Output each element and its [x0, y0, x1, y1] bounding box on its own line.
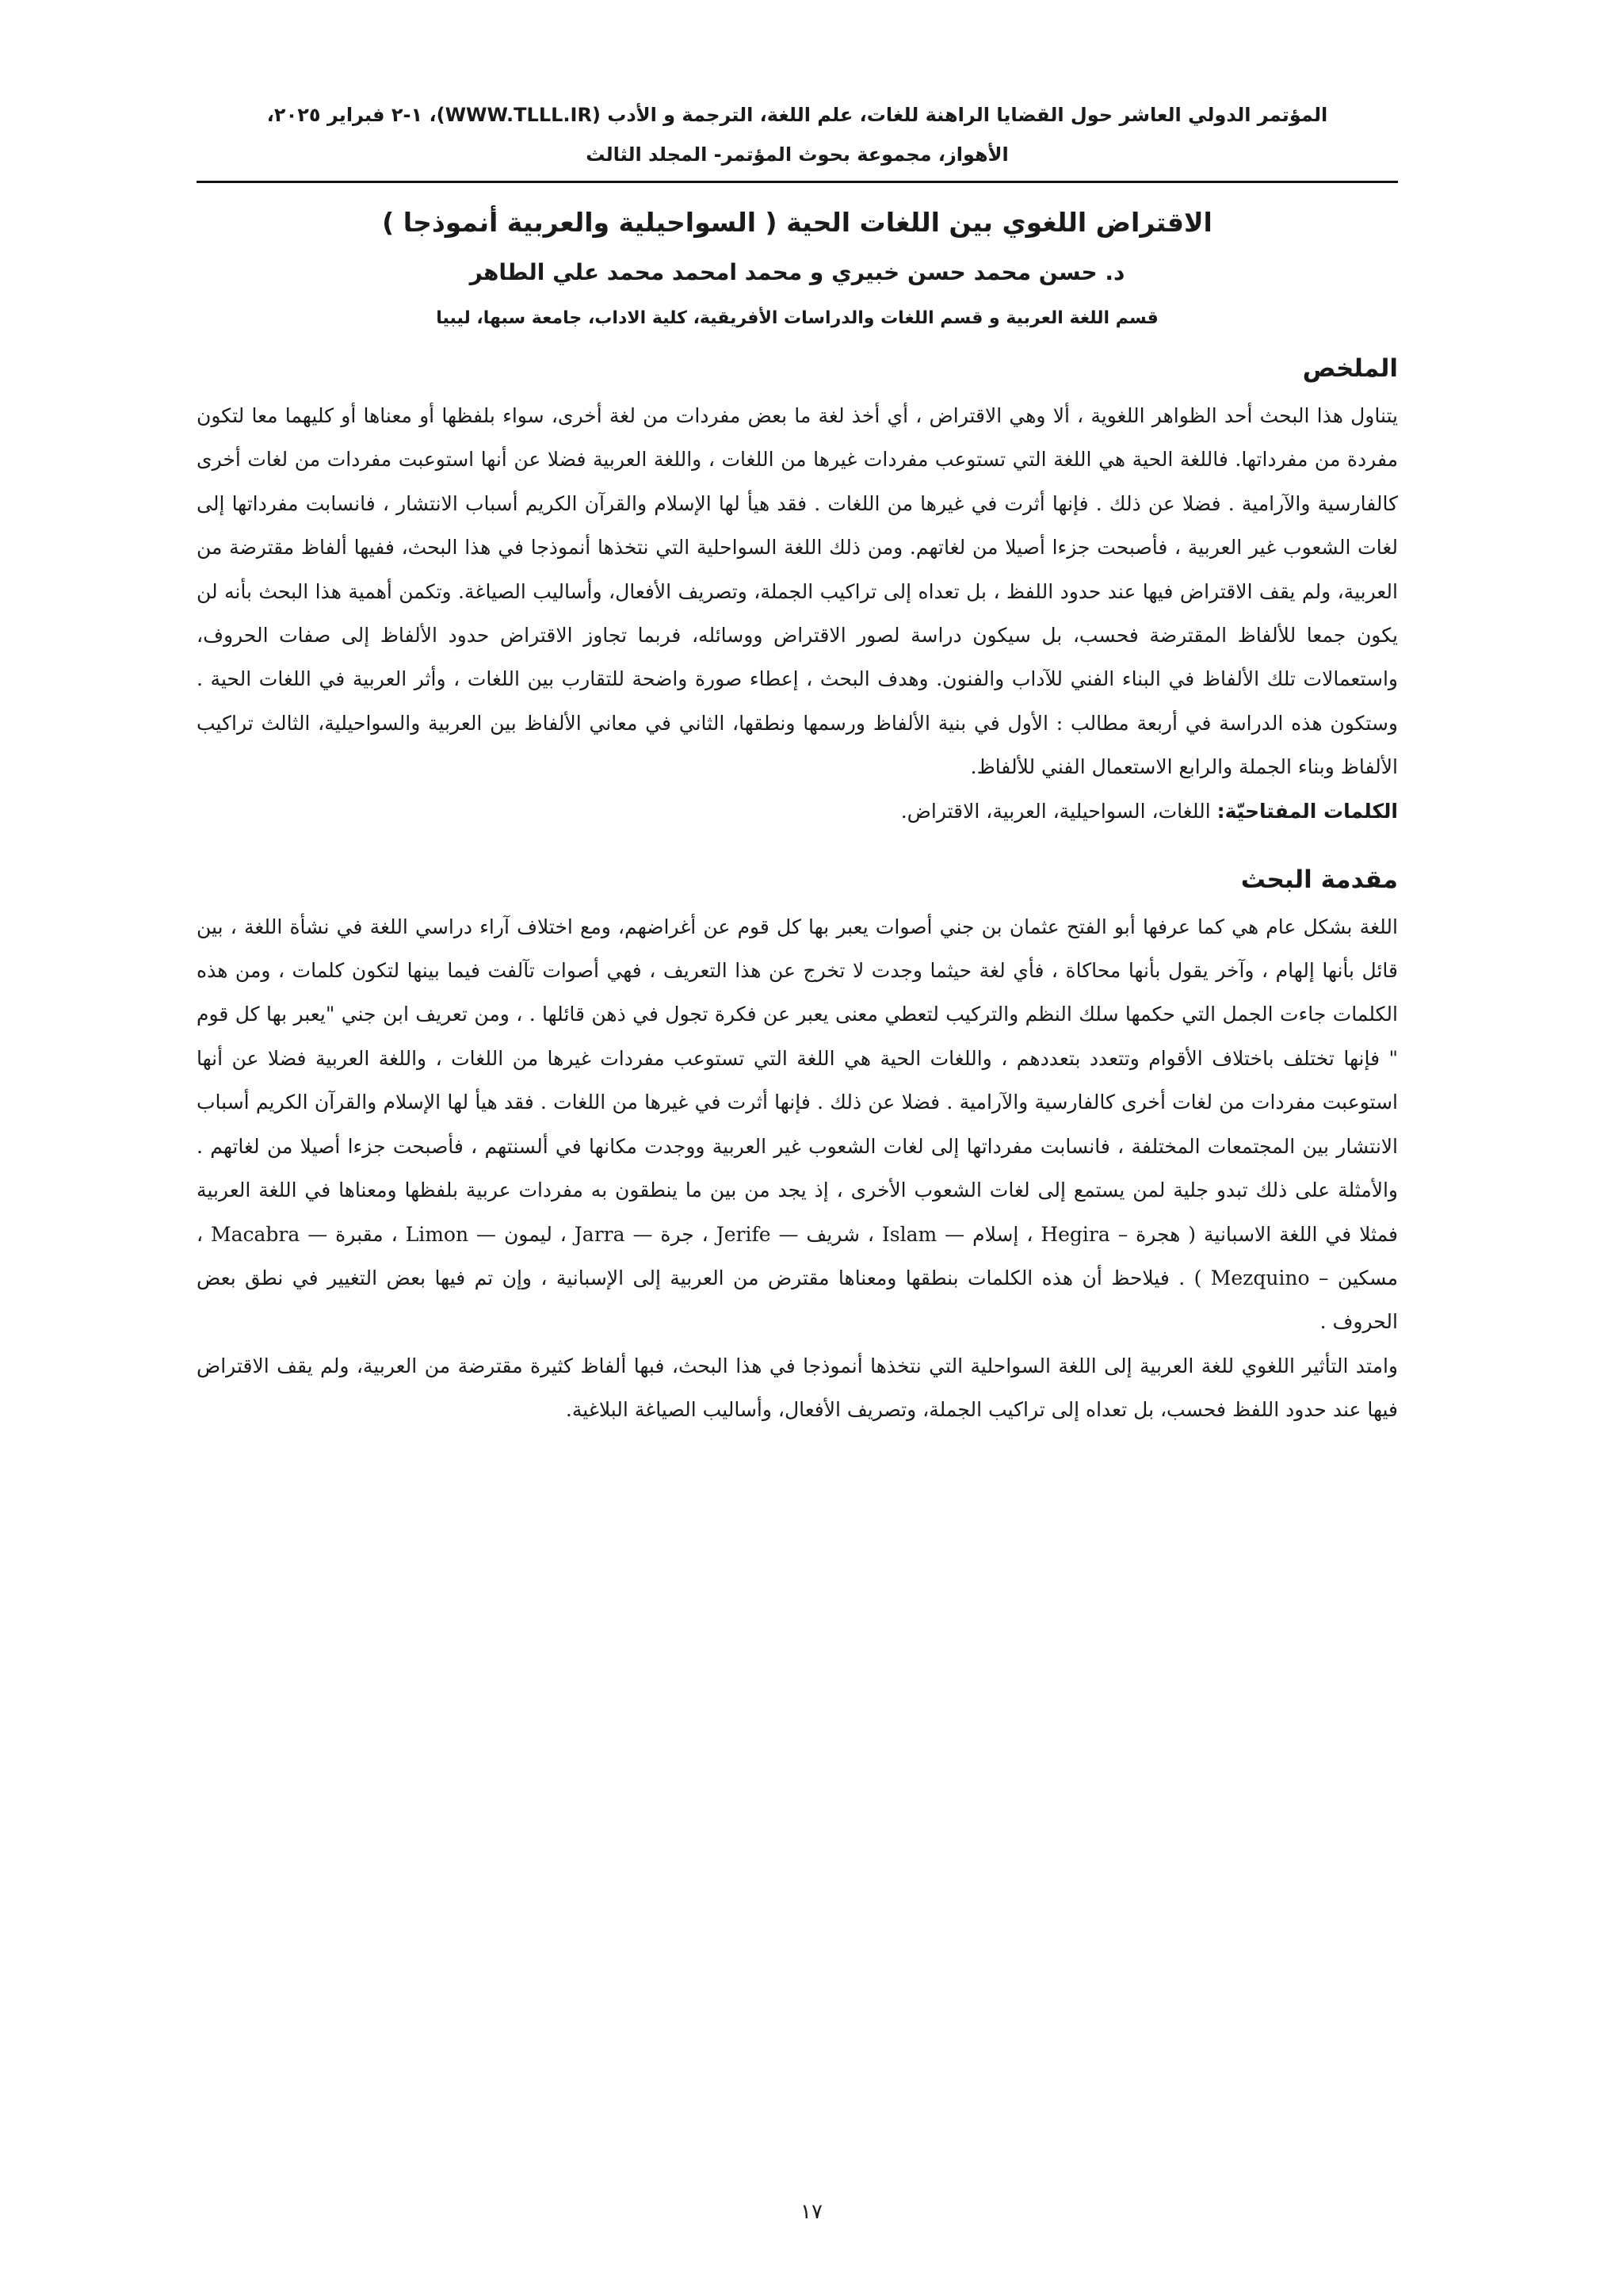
header-line-1: المؤتمر الدولي العاشر حول القضايا الراهنة للغات، علم اللغة، الترجمة و الأدب (WWW.TLLL.IR)، ١-٢ فبراير ٢٠٢٥، [266, 104, 1328, 126]
paper-affiliation: قسم اللغة العربية و قسم اللغات والدراسات الأفريقية، كلية الاداب، جامعة سبها، ليبيا [436, 308, 1159, 328]
paper-authors: د. حسن محمد حسن خبيري و محمد امحمد محمد علي الطاهر [469, 259, 1125, 285]
keywords [197, 789, 1398, 834]
introduction-paragraph-1: اللغة بشكل عام هي كما عرفها أبو الفتح عثمان بن جني أصوات يعبر بها كل قوم عن أغراضهم، ومع اختلاف آراء دراسي اللغة في نشأة اللغة ، بين قائل بأنها إلهام ، وآخر يقول بأنها محاكاة ، فأي لغة حيثما وجدت لا تخرج عن هذا التعريف ، فهي أصوات تآلفت فيما بينها لتكون كلمات ، ومن هذه الكلمات جاءت الجمل التي حكمها سلك النظم والتركيب لتعطي معنى يعبر عن فكرة تجول في ذهن قائلها . ، ومن تعريف ابن جني "يعبر بها كل قوم " فإنها تختلف باختلاف الأقوام وتتعدد بتعددهم ، واللغات الحية هي اللغة التي تستوعب مفردات غيرها من اللغات ، واللغة العربية فضلا عن أنها استوعبت مفردات من لغات أخرى كالفارسية والآرامية . فضلا عن ذلك . فإنها أثرت في غيرها من اللغات . فقد هيأ لها الإسلام والقرآن الكريم أسباب الانتشار بين المجتمعات المختلفة ، فانسابت مفرداتها إلى لغات الشعوب غير العربية ووجدت مكانها في ألسنتهم ، فأصبحت جزءا أصيلا من لغاتهم . والأمثلة على ذلك تبدو جلية لمن يستمع إلى لغات الشعوب الأخرى ، إذ يجد من بين ما ينطقون به مفردات عربية بلفظها ومعناها في اللغة العربية فمثلا في اللغة الاسبانية ( هجرة – Hegira ، إسلام — Islam ، شريف — Jerife ، جرة — Jarra ، ليمون — Limon ، مقبرة — Macabra ، مسكين – Mezquino ) . فيلاحظ أن هذه الكلمات بنطقها ومعناها مقترض من العربية إلى الإسبانية ، وإن تم فيها بعض التغيير في نطق بعض الحروف . [197, 915, 1399, 1334]
keywords-label: الكلمات المفتاحيّة: [1216, 799, 1398, 823]
page-number: ١٧ [800, 2200, 823, 2224]
paper-title: الاقتراض اللغوي بين اللغات الحية ( السواحيلية والعربية أنموذجا ) [382, 207, 1212, 238]
running-header [197, 95, 1398, 174]
introduction-heading: مقدمة البحث [1240, 865, 1398, 894]
introduction-paragraph-2: وامتد التأثير اللغوي للغة العربية إلى اللغة السواحلية التي نتخذها أنموذجا في هذا البحث، فبها ألفاظ كثيرة مقترضة من العربية، ولم يقف الاقتراض فيها عند حدود اللفظ فحسب، بل تعداه إلى تراكيب الجملة، وتصريف الأفعال، وأساليب الصياغة البلاغية. [197, 1354, 1398, 1422]
abstract-text: يتناول هذا البحث أحد الظواهر اللغوية ، ألا وهي الاقتراض ، أي أخذ لغة ما بعض مفردات من لغة أخرى، سواء بلفظها أو معناها أو كليهما معا لتكون مفردة من مفرداتها. فاللغة الحية هي اللغة التي تستوعب مفردات غيرها من اللغات ، واللغة العربية فضلا عن أنها استوعبت مفردات من لغات أخرى كالفارسية والآرامية . فضلا عن ذلك . فإنها أثرت في غيرها من اللغات . فقد هيأ لها الإسلام والقرآن الكريم أسباب الانتشار ، فانسابت مفرداتها إلى لغات الشعوب غير العربية ، فأصبحت جزءا أصيلا من لغاتهم. ومن ذلك اللغة السواحلية التي نتخذها أنموذجا في هذا البحث، ففيها ألفاظ مقترضة من العربية، ولم يقف الاقتراض فيها عند حدود اللفظ ، بل تعداه إلى تراكيب الجملة، وتصريف الأفعال، وأساليب الصياغة. وتكمن أهمية هذا البحث بأنه لن يكون جمعا للألفاظ المقترضة فحسب، بل سيكون دراسة لصور الاقتراض ووسائله، فربما تجاوز الاقتراض حدود الألفاظ إلى صفات الحروف، واستعمالات تلك الألفاظ في البناء الفني للآداب والفنون. وهدف البحث ، إعطاء صورة واضحة للتقارب بين اللغات ، وأثر العربية في اللغات الحية . وستكون هذه الدراسة في أربعة مطالب : الأول في بنية الألفاظ ورسمها ونطقها، الثاني في معاني الألفاظ بين العربية والسواحيلية، الثالث تراكيب الألفاظ وبناء الجملة والرابع الاستعمال الفني للألفاظ. [197, 404, 1398, 779]
keywords-value: اللغات، السواحيلية، العربية، الاقتراض. [900, 799, 1217, 823]
page [197, 95, 1398, 1432]
abstract-heading: الملخص [1302, 354, 1398, 383]
header-divider [197, 181, 1398, 183]
header-line-2: الأهواز، مجموعة بحوث المؤتمر- المجلد الثالث [586, 143, 1009, 166]
